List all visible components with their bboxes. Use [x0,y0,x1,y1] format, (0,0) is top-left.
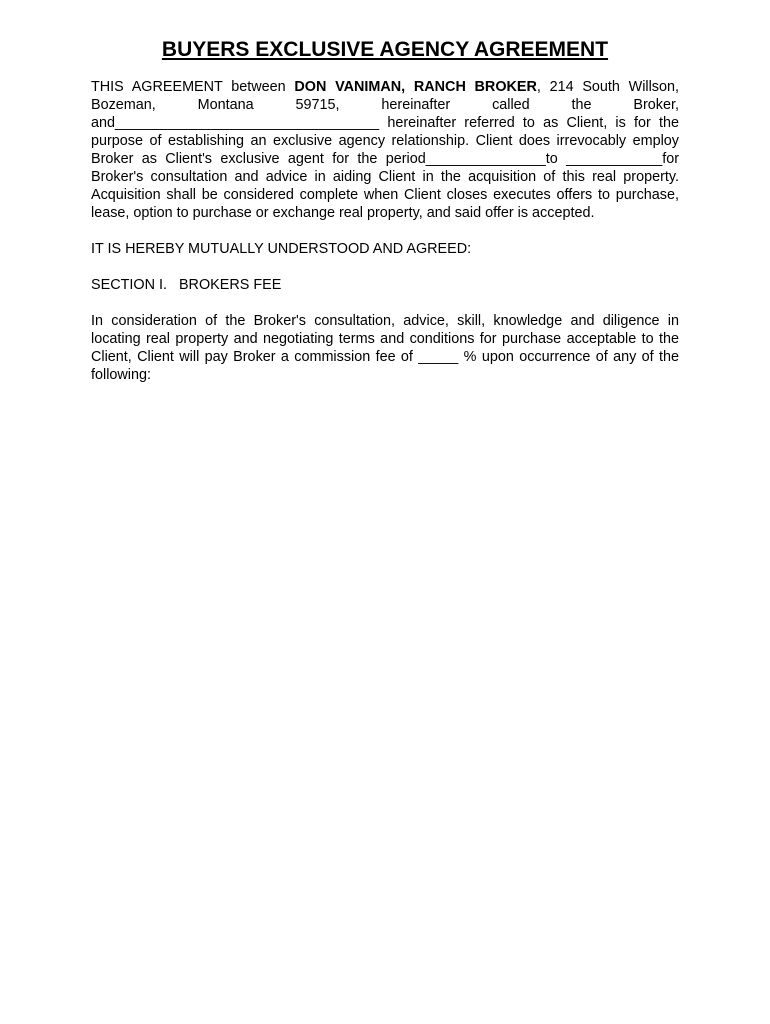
intro-part2: hereinafter referred to as Client, is for the purpose of establishing an exclusive agency relationship. Client does irrevocably employ Broker as Client's exclusive agent for the period [91,115,679,167]
commission-fee-blank: _____ [418,349,459,365]
section-1-part2: % upon occurrence of any of the following: [91,349,679,383]
period-start-blank: _______________ [425,151,546,167]
intro-lead: THIS AGREEMENT between [91,79,295,95]
intro-paragraph [91,78,679,222]
section-1-body [91,312,679,384]
client-name-blank: _________________________________ [115,115,380,131]
period-end-blank: ____________ [566,151,663,167]
section-1-heading: SECTION I. BROKERS FEE [91,277,282,293]
to-word: to [545,151,558,167]
section-1-part1: In consideration of the Broker's consultation, advice, skill, knowledge and diligence in locating real property and negotiating terms and conditions for purchase acceptable to the Client, Client will pay Broker a commission fee of [91,313,679,365]
intro-part3: for Broker's consultation and advice in aiding Client in the acquisition of this real property. Acquisition shall be considered complete when Client closes executes offers to purchase, lease, option to purchase or exchange real property, and said offer is accepted. [91,151,680,221]
understood-line: IT IS HEREBY MUTUALLY UNDERSTOOD AND AGREED: [91,241,472,257]
broker-name: DON VANIMAN, RANCH BROKER [294,79,537,95]
document-title: BUYERS EXCLUSIVE AGENCY AGREEMENT [161,38,609,61]
intro-part1: , 214 South Willson, Bozeman, Montana 59715, hereinafter called the Broker, and [91,79,680,131]
document-page [91,36,679,384]
